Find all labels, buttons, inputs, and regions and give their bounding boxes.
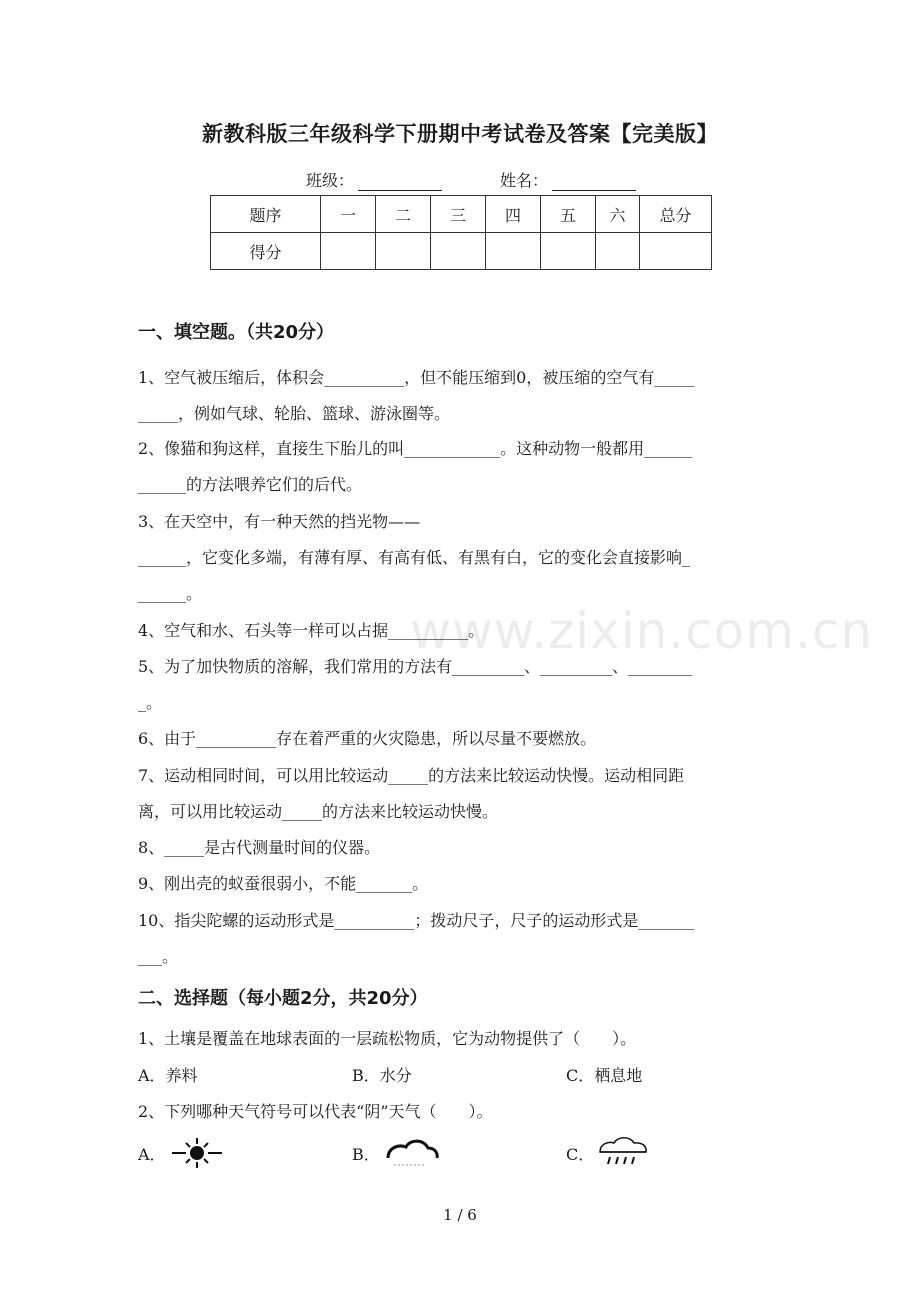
question-line: 1、土壤是覆盖在地球表面的一层疏松物质，它为动物提供了（ ）。 [138,1029,637,1048]
question-line: 3、在天空中，有一种天然的挡光物—— [138,512,421,531]
question-line: ______的方法喂养它们的后代。 [138,475,363,494]
question-line: ______，它变化多端，有薄有厚、有高有低、有黑有白，它的变化会直接影响_ [138,548,691,567]
question-line: 6、由于__________存在着严重的火灾隐患，所以尽量不要燃放。 [138,729,597,748]
score-cell[interactable] [486,233,541,270]
question-line: ___。 [138,947,179,966]
option-c[interactable]: C． [566,1145,595,1164]
question-line: 8、_____是古代测量时间的仪器。 [138,838,381,857]
table-cell: 六 [596,196,640,233]
rain-cloud-icon [596,1134,650,1170]
class-field [306,168,442,191]
score-cell[interactable] [431,233,486,270]
table-cell: 二 [376,196,431,233]
option-b[interactable]: B． [352,1145,380,1164]
table-cell: 四 [486,196,541,233]
question-line: 2、下列哪种天气符号可以代表“阴”天气（ ）。 [138,1102,493,1121]
table-cell: 五 [541,196,596,233]
table-cell: 三 [431,196,486,233]
score-cell[interactable] [596,233,640,270]
section-heading: 一、填空题。（共20分） [138,322,335,343]
question-line: _____，例如气球、轮胎、篮球、游泳圈等。 [138,404,451,423]
score-cell[interactable] [541,233,596,270]
watermark: www.zixin.com.cn [410,602,874,660]
name-field [500,168,636,191]
question-line: 2、像猫和狗这样，直接生下胎儿的叫____________。这种动物一般都用______ [138,439,693,458]
question-line: 5、为了加快物质的溶解，我们常用的方法有_________、_________、________ [138,657,693,676]
table-cell: 总分 [640,196,712,233]
question-line: 1、空气被压缩后，体积会__________，但不能压缩到0，被压缩的空气有_____ [138,368,695,387]
score-table [210,195,712,270]
table-cell: 得分 [211,233,321,270]
option-a[interactable]: A． [138,1145,166,1164]
option-a[interactable]: A．养料 [138,1066,198,1085]
class-label: 班级： [306,171,355,190]
cloud-icon [384,1134,440,1170]
class-blank [358,174,442,191]
section-heading: 二、选择题（每小题2分，共20分） [138,988,428,1009]
question-line: ______。 [138,584,203,603]
score-cell[interactable] [321,233,376,270]
name-label: 姓名： [500,171,549,190]
question-line: 4、空气和水、石头等一样可以占据__________。 [138,621,485,640]
question-line: 9、刚出壳的蚁蚕很弱小，不能_______。 [138,874,429,893]
score-table-score-row [211,233,712,270]
score-cell[interactable] [640,233,712,270]
score-table-header-row [211,196,712,233]
question-line: 10、指尖陀螺的运动形式是__________；拨动尺子，尺子的运动形式是_______ [138,911,695,930]
question-line: 离，可以用比较运动_____的方法来比较运动快慢。 [138,802,499,821]
table-cell: 一 [321,196,376,233]
page-number: 1 / 6 [443,1206,477,1224]
question-line: _。 [138,693,163,712]
sun-icon [170,1136,224,1170]
page-title: 新教科版三年级科学下册期中考试卷及答案【完美版】 [202,122,718,146]
score-cell[interactable] [376,233,431,270]
table-cell: 题序 [211,196,321,233]
question-line: 7、运动相同时间，可以用比较运动_____的方法来比较运动快慢。运动相同距 [138,766,685,785]
name-blank [552,174,636,191]
option-b[interactable]: B．水分 [352,1066,412,1085]
option-c[interactable]: C．栖息地 [566,1066,643,1085]
